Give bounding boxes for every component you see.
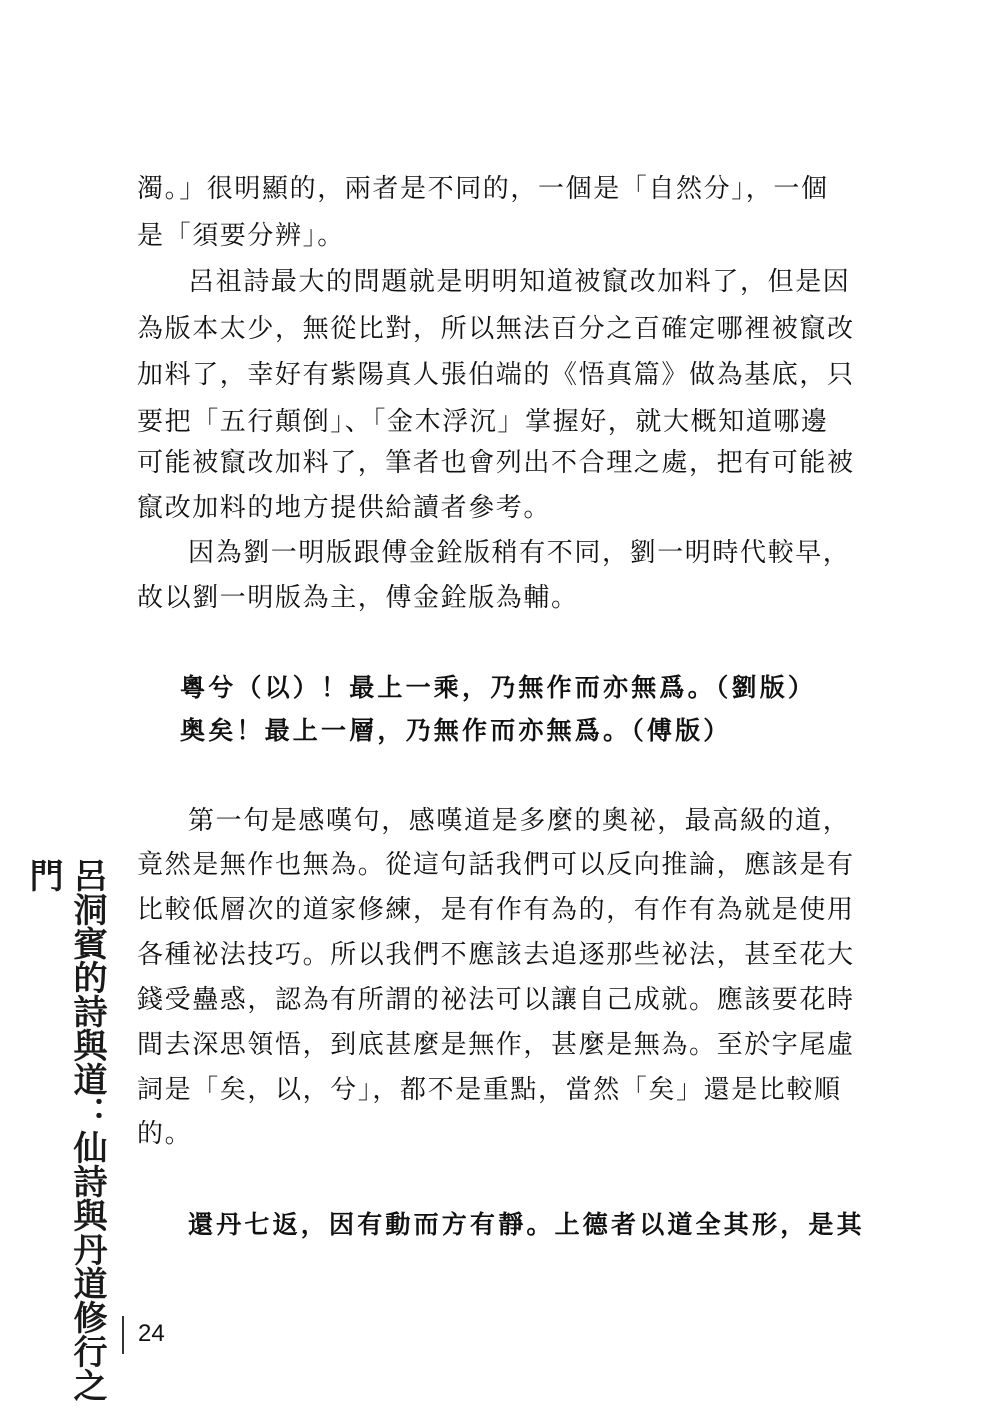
paragraph-2-line-6: 竄改加料的地方提供給讀者參考。 [137, 493, 552, 523]
book-title-vertical: 呂洞賓的詩與道：仙詩與丹道修行之門 [23, 858, 107, 1402]
paragraph-3-line-1: 因為劉一明版跟傅金銓版稍有不同，劉一明時代較早， [188, 538, 851, 568]
paragraph-4-line-4: 各種祕法技巧。所以我們不應該去追逐那些祕法，甚至花大 [137, 940, 855, 970]
paragraph-4-line-3: 比較低層次的道家修練，是有作有為的，有作有為就是使用 [137, 895, 855, 925]
paragraph-4-line-6: 間去深思領悟，到底甚麼是無作，甚麼是無為。至於字尾虛 [137, 1030, 855, 1060]
paragraph-2-line-2: 為版本太少，無從比對，所以無法百分之百確定哪裡被竄改 [137, 314, 855, 344]
paragraph-2-line-3: 加料了，幸好有紫陽真人張伯端的《悟真篇》做為基底，只 [137, 360, 855, 390]
paragraph-4-line-8: 的。 [137, 1119, 193, 1149]
paragraph-2-line-1: 呂祖詩最大的問題就是明明知道被竄改加料了，但是因 [188, 267, 851, 297]
paragraph-2-line-4: 要把「五行顛倒」、「金木浮沉」掌握好，就大概知道哪邊 [137, 407, 829, 437]
paragraph-4-line-2: 竟然是無作也無為。從這句話我們可以反向推論，應該是有 [137, 850, 855, 880]
page-number-divider [122, 1316, 124, 1354]
verse-fu-version: 奥矣！最上一層，乃無作而亦無爲。（傅版） [180, 716, 732, 745]
paragraph-1-line-2: 是「須要分辨」。 [137, 221, 345, 251]
verse-liu-version: 粵兮（以）！最上一乘，乃無作而亦無爲。（劉版） [180, 673, 817, 702]
paragraph-4-line-7: 詞是「矣，以，兮」，都不是重點，當然「矣」還是比較順 [137, 1075, 842, 1105]
paragraph-1-line-1: 濁。」很明顯的，兩者是不同的，一個是「自然分」，一個 [137, 174, 829, 204]
page-number: 24 [138, 1320, 165, 1347]
paragraph-2-line-5: 可能被竄改加料了，筆者也會列出不合理之處，把有可能被 [137, 448, 855, 478]
paragraph-4-line-5: 錢受蠱惑，認為有所謂的祕法可以讓自己成就。應該要花時 [137, 985, 855, 1015]
verse-huan-dan: 還丹七返，因有動而方有靜。上德者以道全其形，是其 [188, 1210, 865, 1239]
paragraph-3-line-2: 故以劉一明版為主，傅金銓版為輔。 [137, 583, 579, 613]
paragraph-4-line-1: 第一句是感嘆句，感嘆道是多麼的奧祕，最高級的道， [188, 806, 851, 836]
